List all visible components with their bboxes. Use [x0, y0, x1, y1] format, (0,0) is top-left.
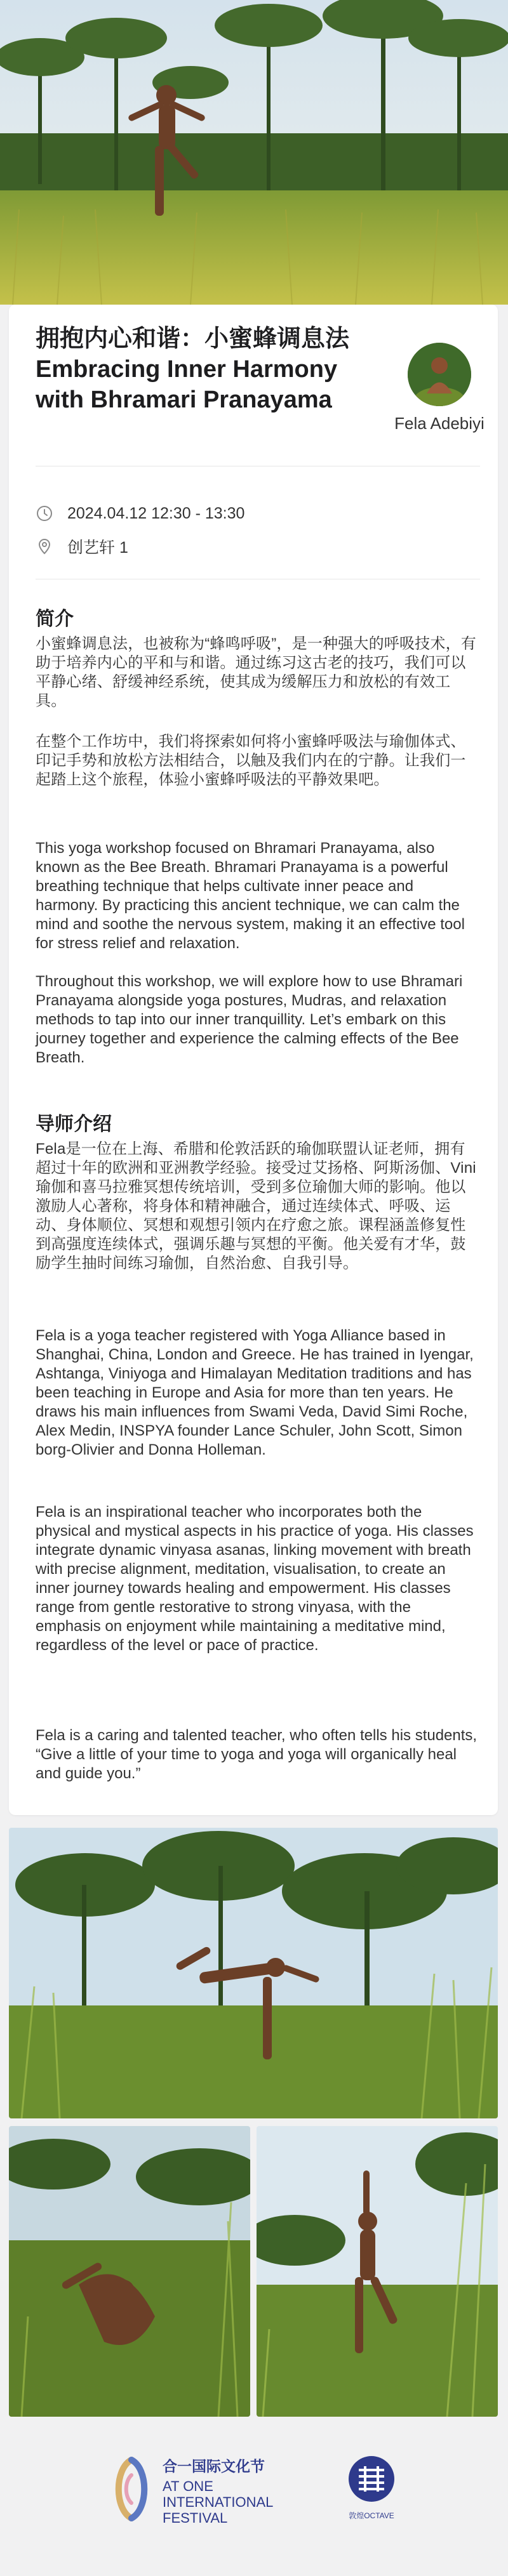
gallery-photo-right[interactable]: [257, 2126, 498, 2417]
mentor-paragraph: Fela is a caring and talented teacher, who often tells his students, “Give a little of your time to yoga and yoga will organically heal and guide you.”: [36, 1727, 478, 1782]
mentor-paragraph: Fela is an inspirational teacher who incorporates both the physical and mystical aspects in his practice of yoga. His classes integrate dynamic vinyasa asanas, linking movement with breath with precise alignment, meditation, visualisation, to create an inner journey towards healing and empowerment. His classes range from gentle restorative to strong vinyasa, with the emphasis on enjoyment while maintaining a meditative mind, regardless of the level or pace of practice.: [36, 1503, 474, 1654]
gallery-photo-illustration: [257, 2126, 498, 2417]
gallery-photo-left[interactable]: [9, 2126, 250, 2417]
festival-name-en-line: INTERNATIONAL: [163, 2494, 274, 2510]
gallery-photo-wide[interactable]: [9, 1828, 498, 2118]
teacher-avatar[interactable]: [408, 343, 471, 406]
teacher-name: Fela Adebiyi: [394, 414, 485, 433]
gallery-photo-illustration: [9, 1828, 498, 2118]
intro-paragraph: 小蜜蜂调息法，也被称为“蜂鸣呼吸”，是一种强大的呼吸技术，有助于培养内心的平和与和谐。通过练习这古老的技巧，我们可以平静心绪、舒缓神经系统，使其成为缓解压力和放松的有效工具。: [36, 635, 476, 710]
partner-logo-mark: [346, 2454, 397, 2504]
mentor-heading: 导师介绍: [36, 1114, 112, 1135]
event-location: 创艺轩 1: [67, 539, 128, 557]
intro-heading: 简介: [36, 609, 74, 630]
event-card: [9, 305, 498, 1815]
mentor-paragraph: Fela is a yoga teacher registered with Yoga Alliance based in Shanghai, China, London and Greece. He has trained in Iyengar, Ashtanga, Viniyoga and Himalayan Meditation traditions and has been teaching in Europe and Asia for more than ten years. He draws his main influences from Swami Veda, David Simi Roche, Alex Medin, INSPYA founder Lance Schuler, John Scott, Simon borg-Olivier and Donna Holleman.: [36, 1327, 474, 1458]
festival-name-en-line: AT ONE: [163, 2478, 213, 2494]
intro-paragraph: 在整个工作坊中，我们将探索如何将小蜜蜂呼吸法与瑜伽体式、印记手势和放松方法相结合，以触及我们内在的宁静。让我们一起踏上这个旅程，体验小蜜蜂呼吸法的平静效果吧。: [36, 733, 466, 788]
festival-name-en-line: FESTIVAL: [163, 2510, 228, 2526]
intro-paragraph: This yoga workshop focused on Bhramari Pranayama, also known as the Bee Breath. Bhramari Pranayama is a powerful breathing technique that helps cultivate inner peace and harmony. By practicing this ancient technique, we can calm the mind and soothe the nervous system, making it an effective tool for stress relief and relaxation.: [36, 840, 465, 952]
festival-name-zh: 合一国际文化节: [163, 2458, 265, 2474]
gallery-photo-illustration: [9, 2126, 250, 2417]
hero-photo-illustration: [0, 0, 508, 305]
partner-logo-icon: [346, 2454, 397, 2504]
hero-photo: [0, 0, 508, 305]
festival-logo-icon: [109, 2456, 154, 2522]
mentor-paragraph: Fela是一位在上海、希腊和伦敦活跃的瑜伽联盟认证老师，拥有超过十年的欧洲和亚洲教学经验。接受过艾扬格、阿斯汤伽、Vini瑜伽和喜马拉雅冥想传统培训，受到多位瑜伽大师的影响。他以激励人心著称，将身体和精神融合，通过连续体式、呼吸、运动、身体顺位、冥想和观想引领内在疗愈之旅。课程涵盖修复性到高强度连续体式，强调乐趣与冥想的平衡。他关爱有才华，鼓励学生抽时间练习瑜伽，自然治愈、自我引导。: [36, 1140, 476, 1272]
event-title: 拥抱内心和谐：小蜜蜂调息法 Embracing Inner Harmony with Bhramari Pranayama: [36, 326, 350, 413]
partner-caption: 敦煌OCTAVE: [349, 2511, 394, 2520]
avatar-illustration: [408, 343, 471, 406]
event-datetime: 2024.04.12 12:30 - 13:30: [67, 504, 245, 522]
clock-icon: [36, 505, 53, 522]
festival-logo-mark: [109, 2456, 154, 2522]
location-row[interactable]: [36, 536, 128, 557]
datetime-row: [36, 503, 244, 524]
location-pin-icon: [36, 538, 53, 555]
intro-paragraph: Throughout this workshop, we will explore how to use Bhramari Pranayama alongside yoga postures, Mudras, and relaxation methods to tap into our inner tranquillity. Let’s embark on this journey together and experience the calming effects of the Bee Breath.: [36, 973, 463, 1066]
